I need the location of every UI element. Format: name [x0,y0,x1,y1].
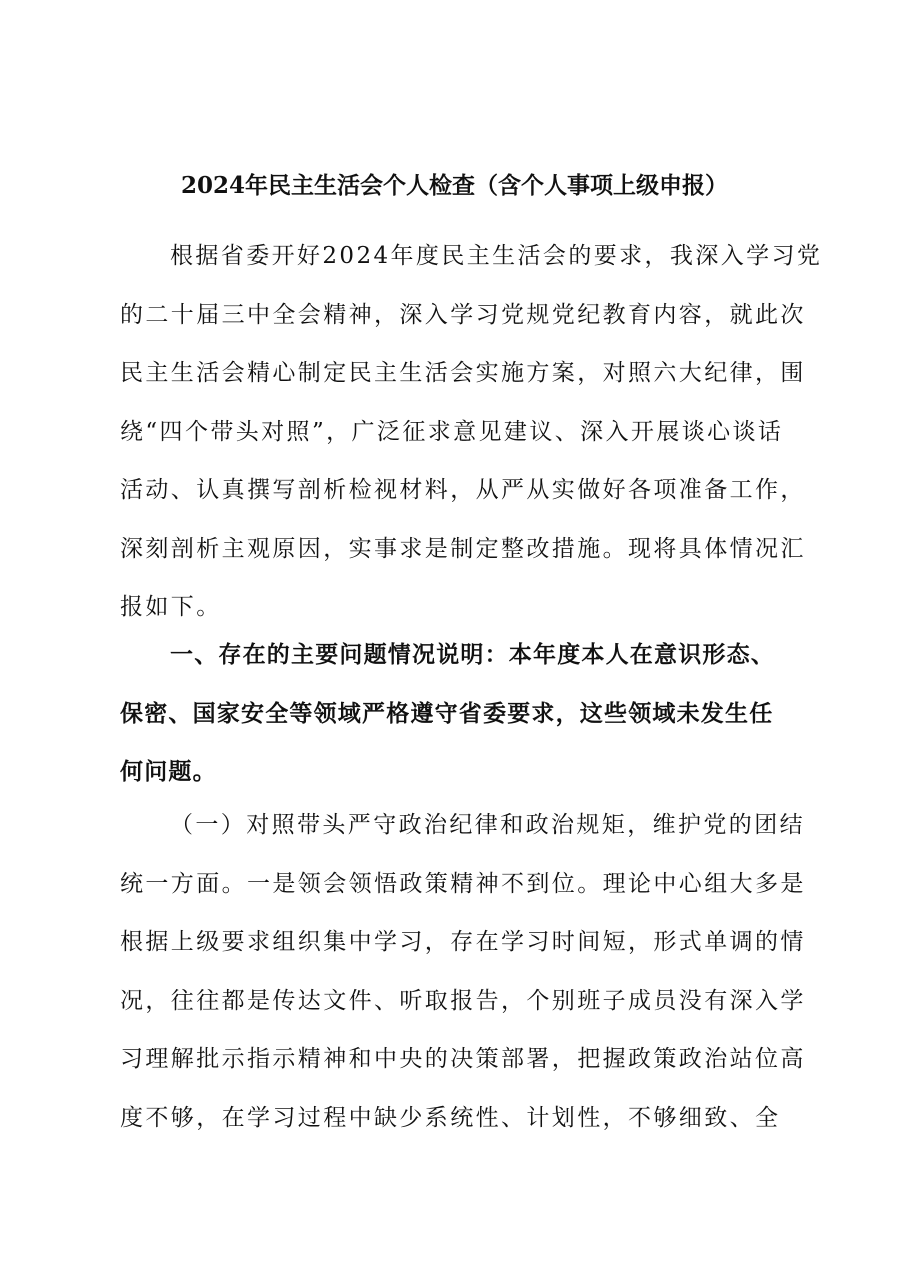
paragraph-intro [120,227,823,637]
paragraph-line: 的二十届三中全会精神，深入学习党规党纪教育内容，就此次 [120,301,806,328]
paragraph-line: 根据省委开好2024年度民主生活会的要求，我深入学习党 [170,243,823,269]
paragraph-line: （一）对照带头严守政治纪律和政治规矩，维护党的团结 [170,812,805,838]
paragraph-line: 活动、认真撰写剖析检视材料，从严从实做好各项准备工作， [120,477,806,503]
paragraph-line: 习理解批示指示精神和中央的决策部署，把握政策政治站位高 [120,1046,806,1072]
paragraph-line: 报如下。 [120,594,222,620]
paragraph-line: 统一方面。一是领会领悟政策精神不到位。理论中心组大多是 [120,870,806,897]
paragraph-line: 根据上级要求组织集中学习，存在学习时间短，形式单调的情 [120,929,806,955]
heading-line: 何问题。 [120,759,217,785]
paragraph-line: 绕“四个带头对照”，广泛征求意见建议、深入开展谈心谈话 [120,418,784,445]
section-heading-1 [120,626,800,802]
document-title: 2024年民主生活会个人检查（含个人事项上级申报） [180,172,728,199]
paragraph-subsection-1 [120,796,806,1147]
heading-line: 一、存在的主要问题情况说明：本年度本人在意识形态、 [170,642,775,668]
heading-line: 保密、国家安全等领域严格遵守省委要求，这些领域未发生任 [120,700,774,727]
paragraph-line: 深刻剖析主观原因，实事求是制定整改措施。现将具体情况汇 [120,535,806,562]
paragraph-line: 度不够，在学习过程中缺少系统性、计划性，不够细致、全 [120,1104,781,1131]
paragraph-line: 民主生活会精心制定民主生活会实施方案，对照六大纪律，围 [120,360,806,386]
paragraph-line: 况，往往都是传达文件、听取报告，个别班子成员没有深入学 [120,987,806,1014]
